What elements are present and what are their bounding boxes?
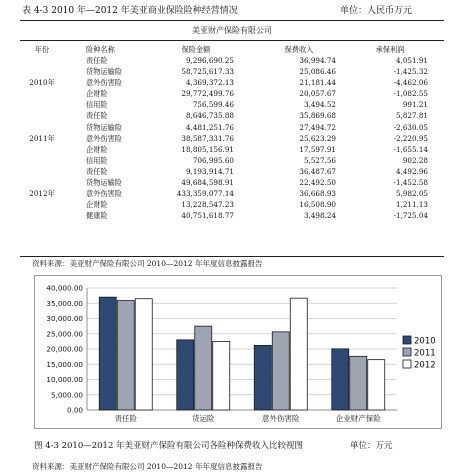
premium-cell: 21,181.44 xyxy=(299,78,336,88)
y-tick-label: 30,000.00 xyxy=(46,314,83,323)
y-tick-label: 0.00 xyxy=(66,405,83,415)
figure-caption-title: 图 4-3 2010—2012 年美亚财产保险有限公司各险种保费收入比较视图 xyxy=(34,441,304,451)
company-title: 美亚财产保险有限公司 xyxy=(192,26,272,35)
premium-cell: 36,487.67 xyxy=(299,166,336,176)
header-amount: 保险金额 xyxy=(181,45,211,54)
premium-cell: 25,086.46 xyxy=(299,67,336,77)
header-year: 年份 xyxy=(34,45,50,54)
profit-cell: -4,462.06 xyxy=(393,78,428,88)
bar-2011-2 xyxy=(272,332,289,410)
legend-swatch-2012 xyxy=(403,360,411,368)
profit-cell: -1,452.58 xyxy=(393,178,428,188)
table-row xyxy=(20,166,444,177)
kind-cell: 意外伤害险 xyxy=(86,78,122,88)
premium-cell: 27,494.72 xyxy=(299,122,336,132)
table-body xyxy=(20,55,444,221)
table-row xyxy=(20,177,444,188)
amount-cell: 9,193,914.71 xyxy=(185,166,234,176)
y-tick-label: 25,000.00 xyxy=(46,329,83,339)
bar-2012-2 xyxy=(290,298,307,410)
kind-cell: 信用险 xyxy=(86,100,108,110)
table-row xyxy=(20,210,444,221)
legend-swatch-2011 xyxy=(403,348,411,356)
table-row xyxy=(20,66,444,77)
kind-cell: 企财险 xyxy=(86,144,108,154)
chart-svg xyxy=(35,276,441,428)
table-top-rule xyxy=(20,20,444,21)
profit-cell: 5,827.81 xyxy=(395,111,428,121)
bar-2011-0 xyxy=(117,301,134,410)
x-category-label: 意外伤害险 xyxy=(262,414,300,423)
profit-cell: -1,425.32 xyxy=(393,67,428,77)
figure-unit: 单位：万元 xyxy=(350,441,393,451)
amount-cell: 4,481,251.76 xyxy=(185,122,234,132)
kind-cell: 企财险 xyxy=(86,200,108,210)
table-row xyxy=(20,133,444,144)
amount-cell: 40,751,618.77 xyxy=(181,211,234,221)
amount-cell: 29,772,499.76 xyxy=(181,89,234,99)
figure-source-note: 资料来源：美亚财产保险有限公司 2010—2012 年年度信息披露报告 xyxy=(32,462,263,471)
amount-cell: 18,805,156.91 xyxy=(181,144,234,154)
table-row xyxy=(20,155,444,166)
amount-cell: 8,646,735.88 xyxy=(185,111,234,121)
premium-cell: 3,494.52 xyxy=(303,100,336,110)
kind-cell: 责任险 xyxy=(86,56,108,65)
figure-caption xyxy=(34,439,444,453)
x-category-label: 货运险 xyxy=(192,414,215,423)
legend-label-2011: 2011 xyxy=(414,348,436,359)
premium-cell: 5,527.56 xyxy=(303,155,336,165)
bar-2011-1 xyxy=(195,326,212,410)
x-category-label: 责任险 xyxy=(114,414,137,423)
table-row xyxy=(20,77,444,88)
premium-bar-chart xyxy=(34,275,442,429)
amount-cell: 38,587,331.76 xyxy=(181,133,234,143)
table-row xyxy=(20,144,444,155)
premium-cell: 3,498.24 xyxy=(303,211,336,221)
table-row xyxy=(20,122,444,133)
y-tick-label: 10,000.00 xyxy=(46,375,83,384)
profit-cell: 4,492.96 xyxy=(395,166,428,176)
premium-cell: 35,869.68 xyxy=(299,111,336,121)
legend-label-2012: 2012 xyxy=(414,360,436,371)
profit-cell: -2,630.05 xyxy=(393,122,428,132)
x-category-label: 企业财产保险 xyxy=(335,414,381,423)
premium-cell: 16,508.90 xyxy=(299,200,336,210)
bar-2012-0 xyxy=(135,299,152,410)
profit-cell: -2,220.95 xyxy=(393,133,428,143)
table-row xyxy=(20,88,444,99)
kind-cell: 意外伤害险 xyxy=(86,189,122,199)
table-bottom-rule xyxy=(20,256,444,257)
table-caption xyxy=(22,4,442,18)
profit-cell: 5,982.05 xyxy=(395,189,428,199)
bar-2011-3 xyxy=(350,356,367,410)
table-header-row xyxy=(20,44,444,55)
table-caption-title: 表 4-3 2010 年—2012 年美亚商业保险险种经营情况 xyxy=(22,6,238,16)
kind-cell: 货物运输险 xyxy=(86,178,122,188)
legend-label-2010: 2010 xyxy=(414,336,436,347)
amount-cell: 58,725,617.33 xyxy=(181,67,234,77)
amount-cell: 706,995.60 xyxy=(192,155,234,165)
amount-cell: 9,296,690.25 xyxy=(185,56,234,65)
kind-cell: 信用险 xyxy=(86,155,108,165)
bar-2010-1 xyxy=(177,340,194,410)
y-tick-label: 35,000.00 xyxy=(46,298,83,308)
profit-cell: -1,082.55 xyxy=(393,89,428,99)
header-kind: 险种名称 xyxy=(86,45,115,54)
profit-cell: 991.21 xyxy=(402,100,428,110)
kind-cell: 健康险 xyxy=(86,211,108,221)
bar-2010-3 xyxy=(332,349,349,410)
kind-cell: 企财险 xyxy=(86,89,108,99)
table-row xyxy=(20,199,444,210)
kind-cell: 意外伤害险 xyxy=(86,133,122,143)
year-cell: 2010年 xyxy=(29,78,55,88)
table-source-note: 资料来源：美亚财产保险有限公司 2010—2012 年年度信息披露报告 xyxy=(32,259,263,268)
bar-2012-1 xyxy=(213,341,230,410)
kind-cell: 责任险 xyxy=(86,111,108,121)
table-unit: 单位：人民币万元 xyxy=(340,6,413,16)
amount-cell: 49,684,598.91 xyxy=(181,178,234,188)
profit-cell: -1,655.14 xyxy=(393,144,428,154)
y-tick-label: 40,000.00 xyxy=(46,283,83,293)
y-tick-label: 5,000.00 xyxy=(50,390,83,400)
table-header-rule-top xyxy=(20,40,444,41)
premium-cell: 22,492.50 xyxy=(299,178,336,188)
premium-cell: 17,597.91 xyxy=(299,144,336,154)
premium-cell: 20,057.67 xyxy=(299,89,336,99)
kind-cell: 责任险 xyxy=(86,166,108,176)
y-tick-label: 15,000.00 xyxy=(46,359,83,369)
table-row xyxy=(20,99,444,110)
year-cell: 2011年 xyxy=(29,133,55,143)
bar-2010-0 xyxy=(99,297,116,410)
y-tick-label: 20,000.00 xyxy=(46,344,83,354)
table-row xyxy=(20,55,444,66)
profit-cell: 4,051.91 xyxy=(395,56,428,65)
profit-cell: 902.28 xyxy=(402,155,428,165)
amount-cell: 433,359,077.14 xyxy=(176,189,234,199)
legend-swatch-2010 xyxy=(403,336,411,344)
table-row xyxy=(20,110,444,121)
insurance-table xyxy=(20,44,444,221)
bar-2010-2 xyxy=(254,345,271,410)
premium-cell: 36,994.74 xyxy=(299,56,336,65)
amount-cell: 13,228,547.23 xyxy=(181,200,234,210)
kind-cell: 货物运输险 xyxy=(86,67,122,77)
header-profit: 承保利润 xyxy=(375,45,405,54)
premium-cell: 25,623.29 xyxy=(299,133,336,143)
header-premium: 保费收入 xyxy=(284,45,314,54)
profit-cell: 1,211.13 xyxy=(395,200,428,210)
amount-cell: 756,599.46 xyxy=(192,100,234,110)
amount-cell: 4,369,372.13 xyxy=(185,78,234,88)
table-row xyxy=(20,188,444,199)
bar-2012-3 xyxy=(368,360,385,410)
kind-cell: 货物运输险 xyxy=(86,122,122,132)
profit-cell: -1,725.04 xyxy=(393,211,428,221)
premium-cell: 36,668.93 xyxy=(299,189,336,199)
year-cell: 2012年 xyxy=(29,189,55,199)
